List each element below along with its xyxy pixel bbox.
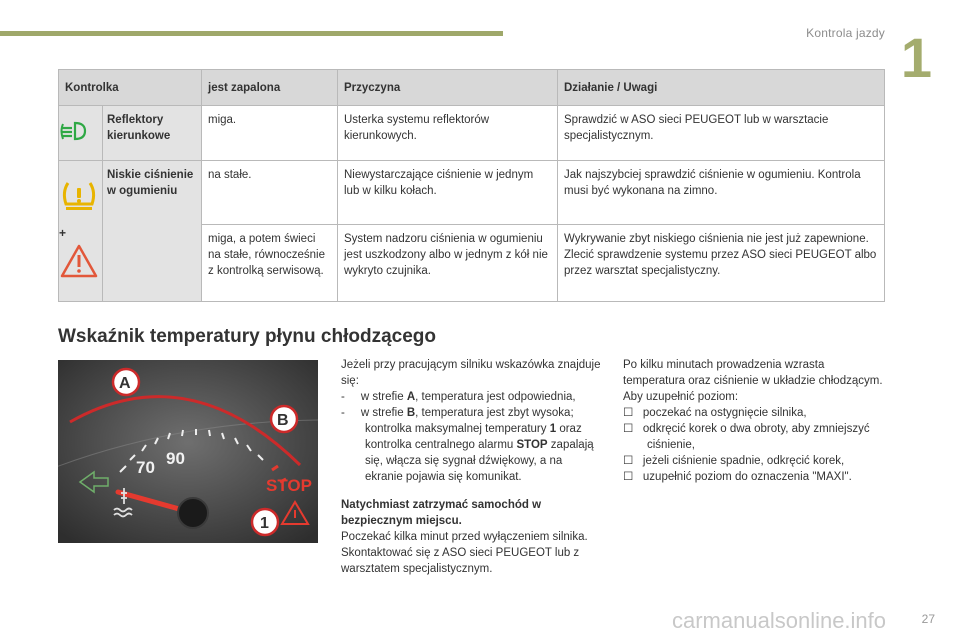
bullet-icon: ☐ [623, 471, 643, 483]
body-text: Poczekać kilka minut przed wyłączeniem silnika. [341, 531, 588, 543]
icon-cell [59, 161, 103, 302]
list-item: ☐ poczekać na ostygnięcie silnika, [623, 407, 807, 419]
table-row [59, 106, 885, 161]
list-item: ☐ uzupełnić poziom do oznaczenia "MAXI". [623, 471, 852, 483]
gauge-tick-70: 70 [136, 458, 155, 477]
service-warning-icon [59, 243, 99, 279]
warning-lights-table [58, 69, 885, 302]
gauge-label-1: 1 [260, 515, 269, 532]
light-cause: System nadzoru ciśnienia w ogumieniu jest uszkodzony albo w jednym z kół nie wykryto czujnika. [338, 225, 558, 302]
gauge-label-b: B [277, 412, 289, 429]
action-line: Zlecić sprawdzenie systemu przez ASO sieci PEUGEOT albo przez warsztat specjalistyczny. [564, 249, 877, 277]
middle-column [341, 357, 603, 577]
section-title: Kontrola jazdy [806, 26, 885, 40]
right-column [623, 357, 885, 485]
light-name: Niskie ciśnienie w ogumieniu [103, 161, 202, 302]
chapter-number: 1 [900, 26, 932, 89]
gauge-stop: STOP [266, 476, 312, 495]
header-cause: Przyczyna [338, 70, 558, 106]
light-lit: na stałe. [202, 161, 338, 225]
light-cause: Niewystarczające ciśnienie w jednym lub w kilku kołach. [338, 161, 558, 225]
header-rule [0, 31, 503, 36]
directional-headlamp-icon [59, 120, 89, 142]
light-action: Sprawdzić w ASO sieci PEUGEOT lub w warsztacie specjalistycznym. [558, 106, 885, 161]
tyre-pressure-icon [59, 178, 99, 218]
light-action [558, 225, 885, 302]
header-kontrolka: Kontrolka [59, 70, 202, 106]
gauge-tick-90: 90 [166, 449, 185, 468]
list-item: - w strefie B, temperatura jest zbyt wysoka; kontrolka maksymalnej temperatury 1 oraz kontrolka centralnego alarmu STOP zapalają się, włącza się sygnał dźwiękowy, a na ekranie pojawia się komunikat. [341, 407, 594, 483]
light-lit: miga, a potem świeci na stałe, równocześnie z kontrolką serwisową. [202, 225, 338, 302]
bullet-icon: ☐ [623, 423, 643, 435]
gauge-label-a: A [119, 375, 131, 392]
body-text: Po kilku minutach prowadzenia wzrasta temperatura oraz ciśnienie w układzie chłodzącym. [623, 359, 883, 387]
watermark: carmanualsonline.info [672, 608, 887, 633]
bullet-icon: ☐ [623, 455, 643, 467]
icon-cell [59, 106, 103, 161]
page-number: 27 [921, 612, 935, 626]
bullet-icon: ☐ [623, 407, 643, 419]
list-item: - w strefie A, temperatura jest odpowiednia, [341, 391, 576, 403]
header-lit: jest zapalona [202, 70, 338, 106]
plus-sign: + [59, 226, 67, 240]
list-item: ☐ odkręcić korek o dwa obroty, aby zmniejszyć ciśnienie, [623, 423, 870, 451]
warning-bold: Natychmiast zatrzymać samochód w bezpiecznym miejscu. [341, 499, 542, 527]
body-text: Skontaktować się z ASO sieci PEUGEOT lub z warsztatem specjalistycznym. [341, 547, 580, 575]
action-line: Wykrywanie zbyt niskiego ciśnienia nie jest już zapewnione. [564, 233, 869, 245]
table-row [59, 161, 885, 225]
table-header-row [59, 70, 885, 106]
light-action: Jak najszybciej sprawdzić ciśnienie w ogumieniu. Kontrola musi być wykonana na zimno. [558, 161, 885, 225]
temperature-gauge-image [58, 360, 318, 543]
body-text: Aby uzupełnić poziom: [623, 391, 739, 403]
list-item: ☐ jeżeli ciśnienie spadnie, odkręcić korek, [623, 455, 845, 467]
light-cause: Usterka systemu reflektorów kierunkowych. [338, 106, 558, 161]
light-lit: miga. [202, 106, 338, 161]
light-name: Reflektory kierunkowe [103, 106, 202, 161]
intro-text: Jeżeli przy pracującym silniku wskazówka znajduje się: [341, 359, 601, 387]
section-heading: Wskaźnik temperatury płynu chłodzącego [58, 326, 436, 347]
header-action: Działanie / Uwagi [558, 70, 885, 106]
